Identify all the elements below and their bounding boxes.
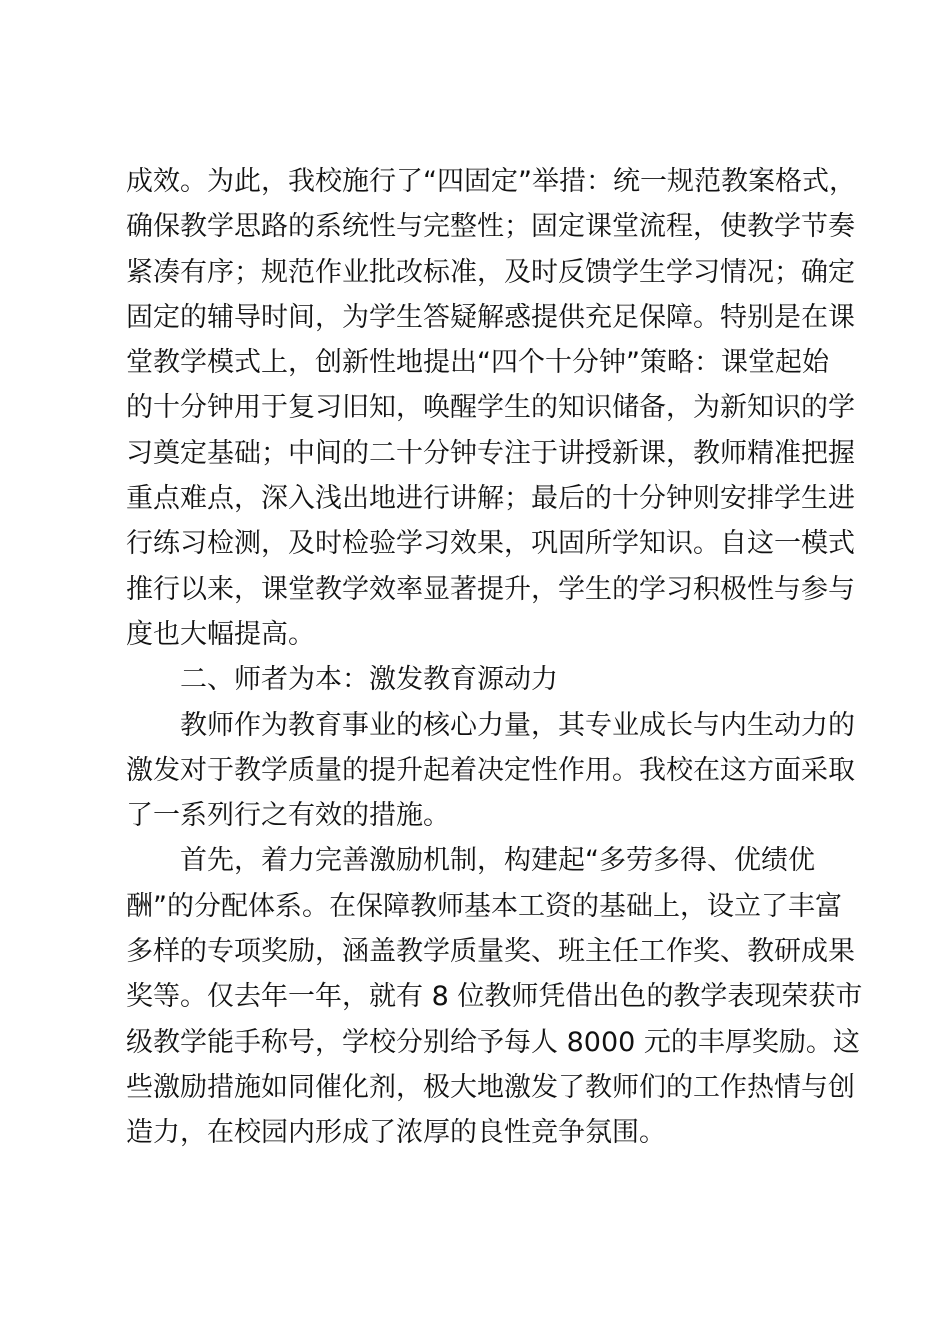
paragraph-line: 多样的专项奖励，涵盖教学质量奖、班主任工作奖、教研成果 (126, 936, 855, 968)
paragraph-line: 教师作为教育事业的核心力量，其专业成长与内生动力的 (180, 709, 855, 741)
paragraph-line: 度也大幅提高。 (126, 618, 315, 650)
paragraph-line: 堂教学模式上，创新性地提出“四个十分钟”策略：课堂起始 (126, 347, 829, 379)
paragraph-line: 奖等。仅去年一年，就有 8 位教师凭借出色的教学表现荣获市 (126, 981, 863, 1013)
paragraph-line: 习奠定基础；中间的二十分钟专注于讲授新课，教师精准把握 (126, 437, 855, 469)
paragraph-line: 行练习检测，及时检验学习效果，巩固所学知识。自这一模式 (126, 528, 855, 560)
document-body (126, 159, 863, 1156)
section-heading-2 (126, 657, 831, 702)
paragraph-line: 酬”的分配体系。在保障教师基本工资的基础上，设立了丰富 (126, 890, 842, 922)
paragraph-line: 固定的辅导时间，为学生答疑解惑提供充足保障。特别是在课 (126, 301, 855, 333)
paragraph-3 (126, 838, 863, 1155)
paragraph-1 (126, 159, 856, 657)
paragraph-line: 成效。为此，我校施行了“四固定”举措：统一规范教案格式， (126, 166, 856, 197)
paragraph-2 (126, 703, 855, 839)
section-heading: 二、师者为本：激发教育源动力 (180, 664, 558, 696)
paragraph-line: 造力，在校园内形成了浓厚的良性竞争氛围。 (126, 1117, 666, 1149)
paragraph-line: 了一系列行之有效的措施。 (126, 800, 450, 832)
paragraph-line: 推行以来，课堂教学效率显著提升，学生的学习积极性与参与 (126, 573, 855, 605)
paragraph-line: 些激励措施如同催化剂，极大地激发了教师们的工作热情与创 (126, 1071, 855, 1103)
paragraph-line: 级教学能手称号，学校分别给予每人 8000 元的丰厚奖励。这 (126, 1026, 860, 1058)
paragraph-line: 确保教学思路的系统性与完整性；固定课堂流程，使教学节奏 (126, 211, 855, 243)
paragraph-line: 重点难点，深入浅出地进行讲解；最后的十分钟则安排学生进 (126, 483, 855, 515)
paragraph-line: 激发对于教学质量的提升起着决定性作用。我校在这方面采取 (126, 754, 855, 786)
paragraph-line: 首先，着力完善激励机制，构建起“多劳多得、优绩优 (180, 845, 815, 877)
paragraph-line: 紧凑有序；规范作业批改标准，及时反馈学生学习情况；确定 (126, 256, 855, 288)
paragraph-line: 的十分钟用于复习旧知，唤醒学生的知识储备，为新知识的学 (126, 392, 855, 424)
